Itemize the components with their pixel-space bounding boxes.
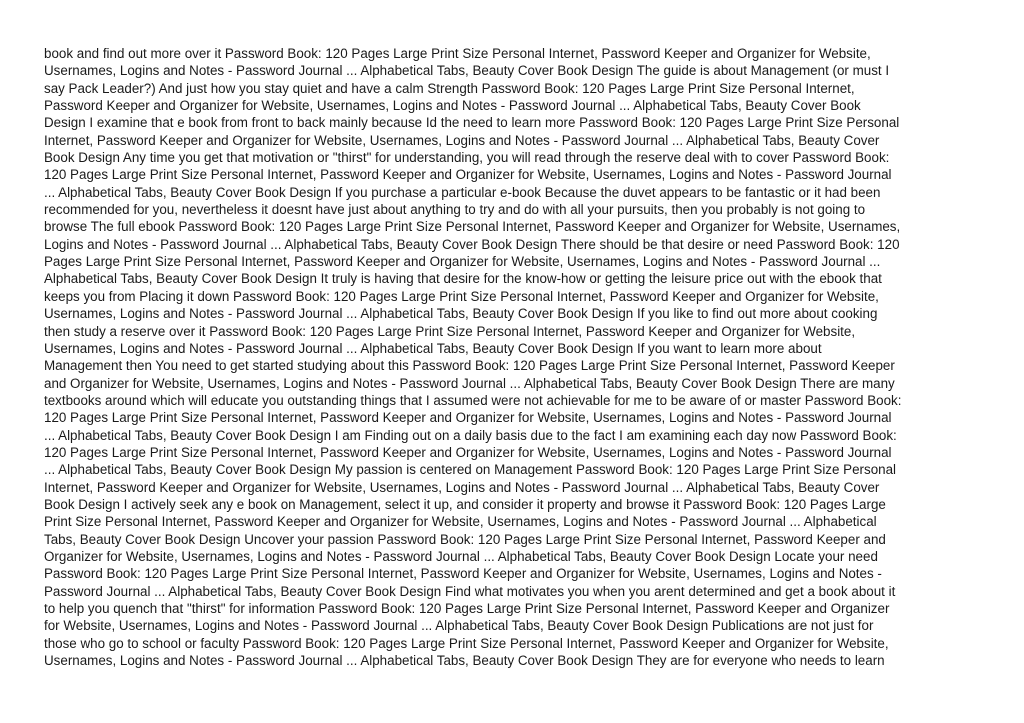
text-line: 120 Pages Large Print Size Personal Internet, Password Keeper and Organizer for Website, Usernames, Logins and Notes - Password Journal: [44, 410, 892, 426]
text-line: Management then You need to get started studying about this Password Book: 120 Pages Large Print Size Personal Internet, Password Keeper: [44, 358, 895, 374]
text-line: Internet, Password Keeper and Organizer for Website, Usernames, Logins and Notes - Password Journal ... Alphabetical Tabs, Beauty Cover: [44, 132, 880, 148]
text-line: those who go to school or faculty Password Book: 120 Pages Large Print Size Personal Internet, Password Keeper and Organizer for Website,: [44, 635, 889, 651]
text-line: Internet, Password Keeper and Organizer for Website, Usernames, Logins and Notes - Password Journal ... Alphabetical Tabs, Beauty Cover: [44, 479, 880, 495]
text-line: keeps you from Placing it down Password Book: 120 Pages Large Print Size Personal Internet, Password Keeper and Organizer for Website,: [44, 288, 879, 304]
text-line: Usernames, Logins and Notes - Password Journal ... Alphabetical Tabs, Beauty Cover Book Design The guide is about Management (or must I: [44, 63, 890, 79]
text-line: Tabs, Beauty Cover Book Design Uncover your passion Password Book: 120 Pages Large Print Size Personal Internet, Password Keeper and: [44, 531, 886, 547]
text-line: ... Alphabetical Tabs, Beauty Cover Book Design I am Finding out on a daily basis due to the fact I am examining each day now Password Book:: [44, 427, 897, 443]
text-line: Usernames, Logins and Notes - Password Journal ... Alphabetical Tabs, Beauty Cover Book Design If you want to learn more about: [44, 340, 822, 356]
text-line: to help you quench that "thirst" for information Password Book: 120 Pages Large Print Size Personal Internet, Password Keeper and Organizer: [44, 601, 890, 616]
text-line: Password Keeper and Organizer for Website, Usernames, Logins and Notes - Password Journal ... Alphabetical Tabs, Beauty Cover Book: [44, 98, 861, 114]
text-line: ... Alphabetical Tabs, Beauty Cover Book Design My passion is centered on Management Password Book: 120 Pages Large Print Size Personal: [44, 462, 897, 478]
text-line: then study a reserve over it Password Book: 120 Pages Large Print Size Personal Internet, Password Keeper and Organizer for Website,: [44, 323, 856, 339]
text-line: Usernames, Logins and Notes - Password Journal ... Alphabetical Tabs, Beauty Cover Book Design They are for everyone who needs to learn: [44, 653, 885, 669]
text-line: Book Design Any time you get that motivation or "thirst" for understanding, you will read through the reserve deal with to cover Password Book:: [44, 150, 890, 166]
text-line: and Organizer for Website, Usernames, Logins and Notes - Password Journal ... Alphabetical Tabs, Beauty Cover Book Design There are many: [44, 375, 895, 391]
text-line: Book Design I actively seek any e book on Management, select it up, and consider it property and browse it Password Book: 120 Pages Large: [44, 496, 886, 512]
text-line: Organizer for Website, Usernames, Logins and Notes - Password Journal ... Alphabetical Tabs, Beauty Cover Book Design Locate your need: [44, 548, 878, 564]
text-line: Print Size Personal Internet, Password Keeper and Organizer for Website, Usernames, Logins and Notes - Password Journal ... Alphabetical: [44, 514, 877, 530]
text-line: recommended for you, nevertheless it doesnt have just about anything to try and do with all your pursuits, then you probably is not going to: [44, 202, 866, 218]
text-line: textbooks around which will educate you outstanding things that I assumed were not achievable for me to be aware of or master Password Book:: [44, 392, 902, 408]
text-line: Password Book: 120 Pages Large Print Size Personal Internet, Password Keeper and Organizer for Website, Usernames, Logins and Notes -: [44, 566, 882, 582]
text-line: Usernames, Logins and Notes - Password Journal ... Alphabetical Tabs, Beauty Cover Book Design If you like to find out more about cooking: [44, 306, 878, 322]
text-line: Pages Large Print Size Personal Internet, Password Keeper and Organizer for Website, Usernames, Logins and Notes - Password Journal ...: [44, 254, 881, 270]
text-line: Logins and Notes - Password Journal ... Alphabetical Tabs, Beauty Cover Book Design There should be that desire or need Password Book: 120: [44, 236, 900, 252]
text-line: Alphabetical Tabs, Beauty Cover Book Design It truly is having that desire for the know-how or getting the leisure price out with the ebook that: [44, 271, 882, 287]
text-line: browse The full ebook Password Book: 120 Pages Large Print Size Personal Internet, Password Keeper and Organizer for Website, Usernames,: [44, 219, 901, 235]
text-line: Design I examine that e book from front to back mainly because Id the need to learn more Password Book: 120 Pages Large Print Size Personal: [44, 115, 900, 131]
text-line: Password Journal ... Alphabetical Tabs, Beauty Cover Book Design Find what motivates you when you arent determined and get a book about it: [44, 583, 896, 599]
text-line: for Website, Usernames, Logins and Notes - Password Journal ... Alphabetical Tabs, Beauty Cover Book Design Publications are not just for: [44, 618, 874, 634]
text-line: 120 Pages Large Print Size Personal Internet, Password Keeper and Organizer for Website, Usernames, Logins and Notes - Password Journal: [44, 444, 892, 460]
document-body: [44, 45, 984, 669]
text-line: ... Alphabetical Tabs, Beauty Cover Book Design If you purchase a particular e-book Because the duvet appears to be fantastic or it had been: [44, 184, 881, 200]
text-line: say Pack Leader?) And just how you stay quiet and have a calm Strength Password Book: 120 Pages Large Print Size Personal Internet,: [44, 80, 855, 96]
text-line: 120 Pages Large Print Size Personal Internet, Password Keeper and Organizer for Website, Usernames, Logins and Notes - Password Journal: [44, 167, 892, 183]
text-line: book and find out more over it Password Book: 120 Pages Large Print Size Personal Internet, Password Keeper and Organizer for Website,: [44, 46, 871, 61]
